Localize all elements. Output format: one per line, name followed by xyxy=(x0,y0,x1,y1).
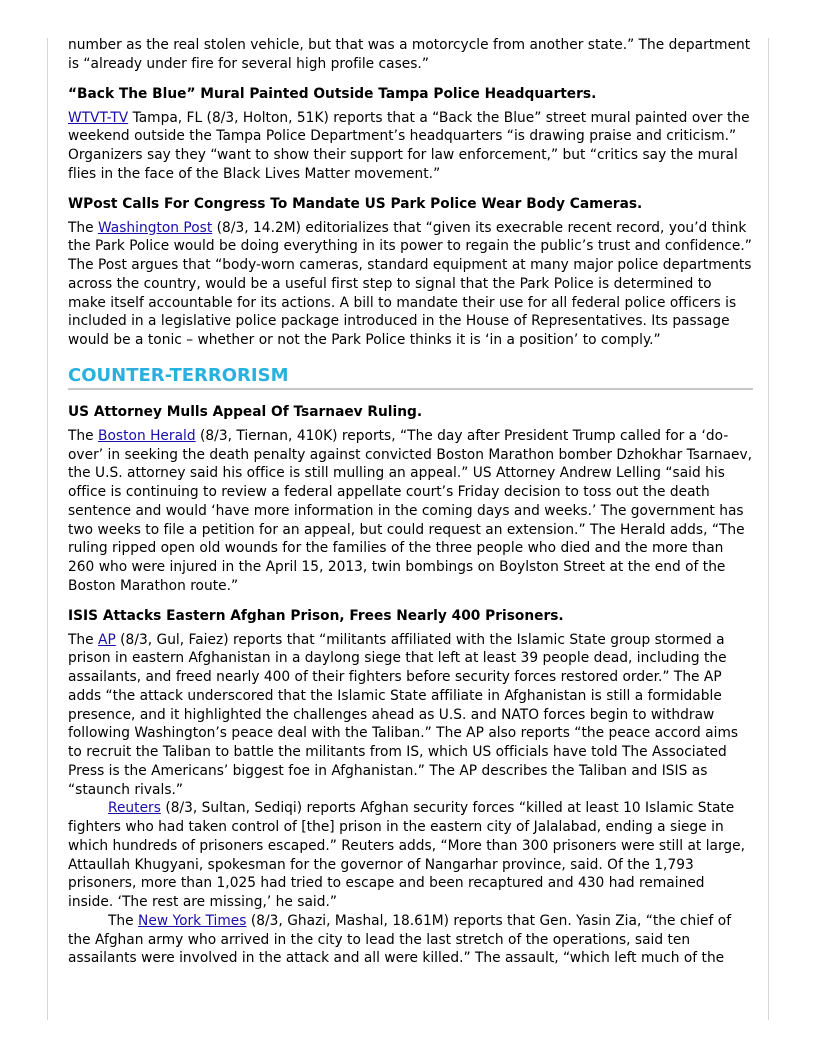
article-text: (8/3, Gul, Faiez) reports that “militants affiliated with the Islamic State group stormed a prison in eastern Afghanistan in a daylong siege that left at least 39 people dead, including the assailants, and freed nearly 400 of their fighters before security forces restored order.” The AP adds “the attack underscored that the Islamic State affiliate in Afghanistan is still a formidable presence, and it highlighted the challenges ahead as U.S. and NATO forces begin to withdraw following Washington’s peace deal with the Taliban.” The AP also reports “the peace accord aims to recruit the Taliban to battle the militants from IS, which US officials have told The Associated Press is the Americans’ biggest foe in Afghanistan.” The AP describes the Taliban and ISIS as “staunch rivals.” xyxy=(68,631,739,798)
article-paragraph xyxy=(68,427,753,596)
article-headline: ISIS Attacks Eastern Afghan Prison, Frees Nearly 400 Prisoners. xyxy=(68,607,564,624)
source-link-reuters[interactable]: Reuters xyxy=(108,800,161,817)
article-paragraph xyxy=(68,219,753,350)
article-text-lead: The xyxy=(68,219,99,236)
article-headline: US Attorney Mulls Appeal Of Tsarnaev Ruling. xyxy=(68,403,423,420)
source-link-ap[interactable]: AP xyxy=(98,631,116,648)
source-link-washington-post[interactable]: Washington Post xyxy=(98,219,213,236)
left-margin-rule xyxy=(47,38,48,1020)
article-text-lead: The xyxy=(108,912,139,929)
source-link-boston-herald[interactable]: Boston Herald xyxy=(98,427,196,444)
article-paragraph xyxy=(68,799,753,912)
article-text: (8/3, Sultan, Sediqi) reports Afghan security forces “killed at least 10 Islamic State fighters who had taken control of [the] prison in the eastern city of Jalalabad, ending a siege in which hundreds of prisoners escaped.” Reuters adds, “More than 300 prisoners were still at large, Attaullah Khugyani, spokesman for the governor of Nangarhar province, said. Of the 1,793 prisoners, more than 1,025 had tried to escape and been recaptured and 430 had remained inside. ‘The rest are missing,’ he said.” xyxy=(68,800,746,910)
right-margin-rule xyxy=(768,38,769,1020)
article-headline: WPost Calls For Congress To Mandate US Park Police Wear Body Cameras. xyxy=(68,195,643,212)
article-paragraph xyxy=(68,912,753,968)
source-link-new-york-times[interactable]: New York Times xyxy=(138,912,247,929)
source-link-wtvt[interactable]: WTVT-TV xyxy=(68,109,129,126)
article-text: Tampa, FL (8/3, Holton, 51K) reports that a “Back the Blue” street mural painted over the weekend outside the Tampa Police Department’s headquarters “is drawing praise and criticism.” Organizers say they “want to show their support for law enforcement,” but “critics say the mural flies in the face of the Black Lives Matter movement.” xyxy=(68,109,750,182)
article-text: (8/3, 14.2M) editorializes that “given its execrable recent record, you’d think the Park Police would be doing everything in its power to regain the public’s trust and confidence.” The Post argues that “body-worn cameras, standard equipment at many major police departments across the country, would be a useful first step to signal that the Park Police is determined to make itself accountable for its actions. A bill to mandate their use for all federal police officers is included in a legislative police package introduced in the House of Representatives. Its passage would be a tonic – whether or not the Park Police thinks it is ‘in a position’ to comply.” xyxy=(68,219,752,348)
article-text-lead: The xyxy=(68,631,99,648)
article-text: (8/3, Tiernan, 410K) reports, “The day after President Trump called for a ‘do-over’ in seeking the death penalty against convicted Boston Marathon bomber Dzhokhar Tsarnaev, the U.S. attorney said his office is still mulling an appeal.” US Attorney Andrew Lelling “said his office is continuing to review a federal appellate court’s Friday decision to toss out the death sentence and would ‘have more information in the coming days and weeks.’ The government has two weeks to file a petition for an appeal, but could request an extension.” The Herald adds, “The ruling ripped open old wounds for the families of the three people who died and the more than 260 who were injured in the April 15, 2013, twin bombings on Boylston Street at the end of the Boston Marathon route.” xyxy=(68,427,753,594)
article-text: (8/3, Ghazi, Mashal, 18.61M) reports that Gen. Yasin Zia, “the chief of the Afghan army who arrived in the city to lead the last stretch of the operations, said ten assailants were involved in the attack and all were killed.” The assault, “which left much of the xyxy=(68,912,732,967)
article-text-lead: The xyxy=(68,427,99,444)
article-paragraph xyxy=(68,109,753,184)
document-body xyxy=(68,36,753,968)
section-header-counter-terrorism: COUNTER-TERRORISM xyxy=(68,365,753,390)
article-headline: “Back The Blue” Mural Painted Outside Tampa Police Headquarters. xyxy=(68,85,597,102)
continued-paragraph: number as the real stolen vehicle, but that was a motorcycle from another state.” The department is “already under fire for several high profile cases.” xyxy=(68,37,751,72)
article-paragraph xyxy=(68,631,753,800)
